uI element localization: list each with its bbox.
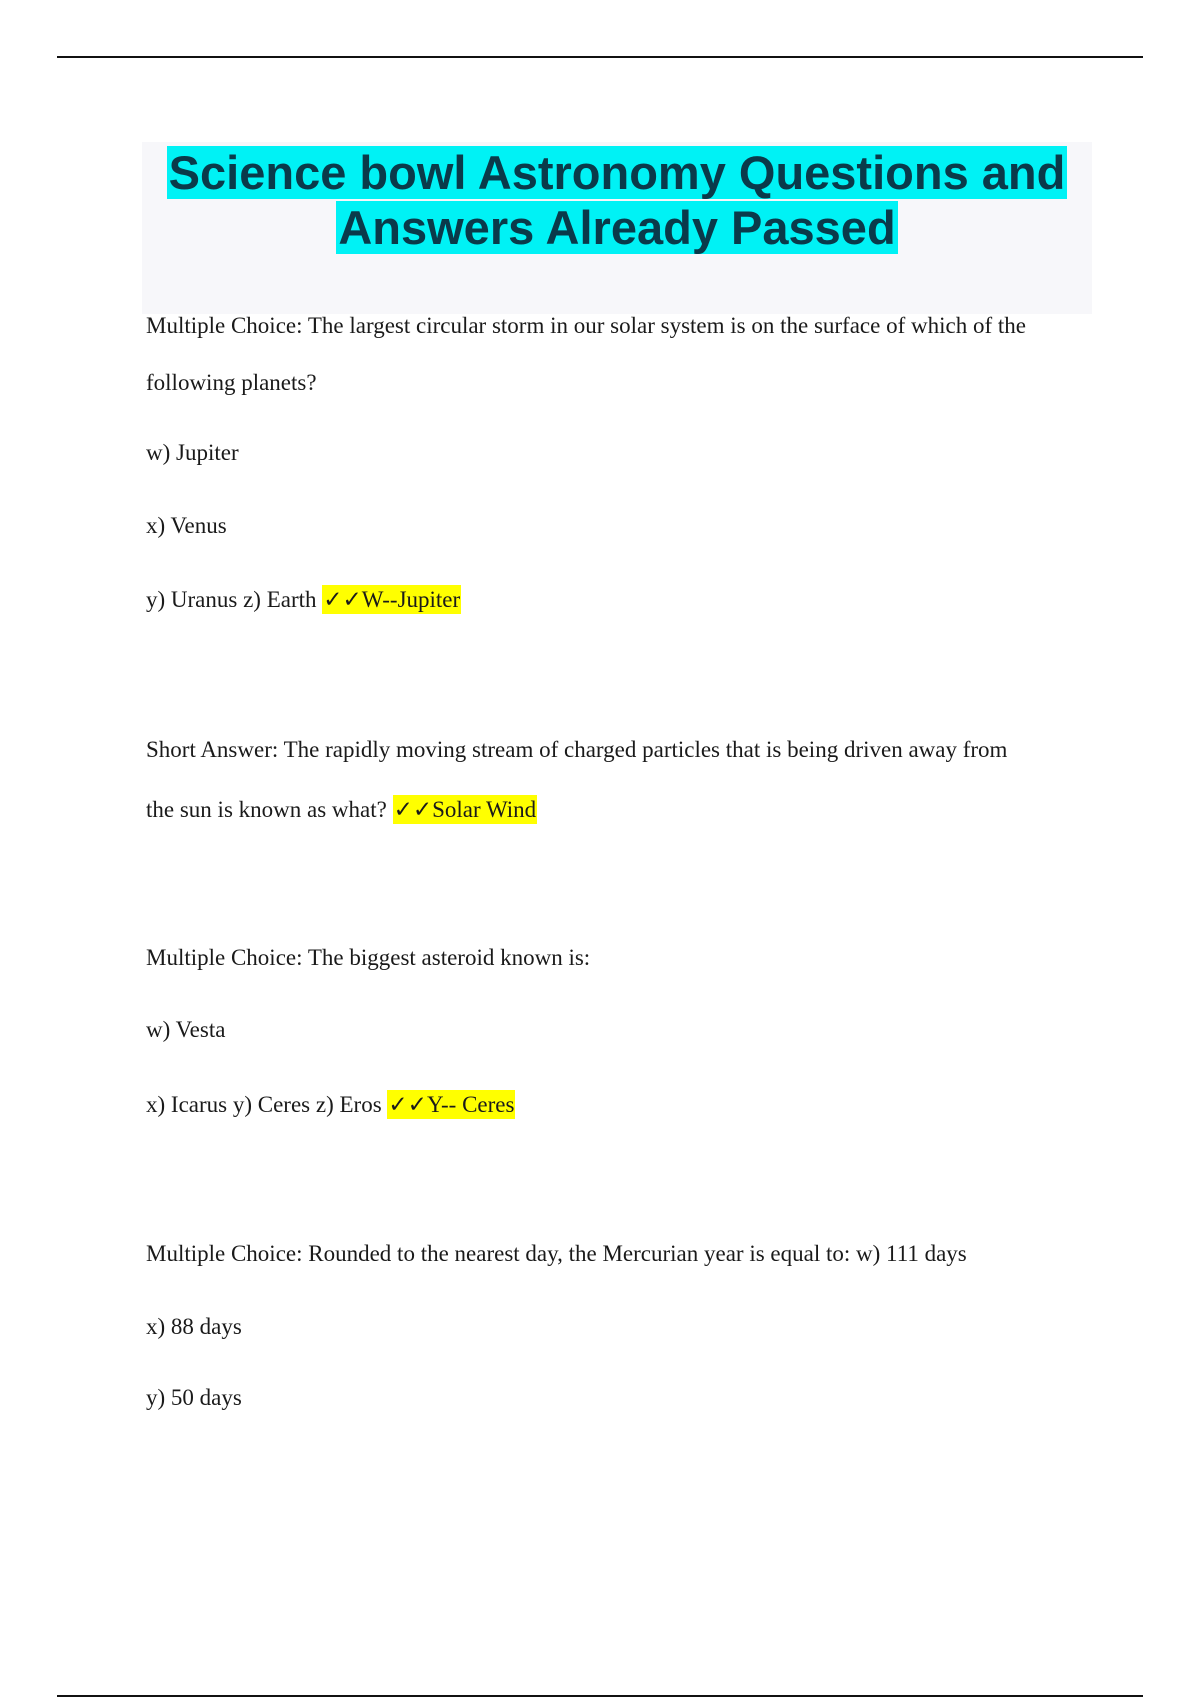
question-1-text-line-2: following planets? [146,370,317,395]
question-4-option-x: x) 88 days [146,1314,242,1339]
question-4-option-y: y) 50 days [146,1385,242,1410]
question-2-text-line-2: the sun is known as what? [146,797,387,822]
question-3-answer: ✓✓Y-- Ceres [388,1092,515,1117]
question-2-text-line-2-row [146,795,537,825]
question-3-option-w: w) Vesta [146,1017,226,1042]
title-block [142,142,1092,314]
question-2-answer: ✓✓Solar Wind [393,797,537,822]
question-4-text-line-1: Multiple Choice: Rounded to the nearest day, the Mercurian year is equal to: w) 111 days [146,1241,967,1266]
question-3-text-line-1: Multiple Choice: The biggest asteroid known is: [146,945,591,970]
question-1-options-yz: y) Uranus z) Earth [146,587,317,612]
question-2-text-line-1: Short Answer: The rapidly moving stream of charged particles that is being driven away from [146,737,1008,762]
question-1-option-w: w) Jupiter [146,440,239,465]
top-rule [57,56,1143,58]
question-1-answer: ✓✓W--Jupiter [323,587,461,612]
question-3-options-xyz-line [146,1090,515,1120]
bottom-rule [57,1695,1143,1697]
question-3-options-xyz: x) Icarus y) Ceres z) Eros [146,1092,382,1117]
question-1-text-line-1: Multiple Choice: The largest circular storm in our solar system is on the surface of which of the [146,313,1026,338]
document-title: Science bowl Astronomy Questions and Answers Already Passed [168,146,1066,254]
question-1-options-yz-line [146,585,461,615]
question-1-option-x: x) Venus [146,513,227,538]
